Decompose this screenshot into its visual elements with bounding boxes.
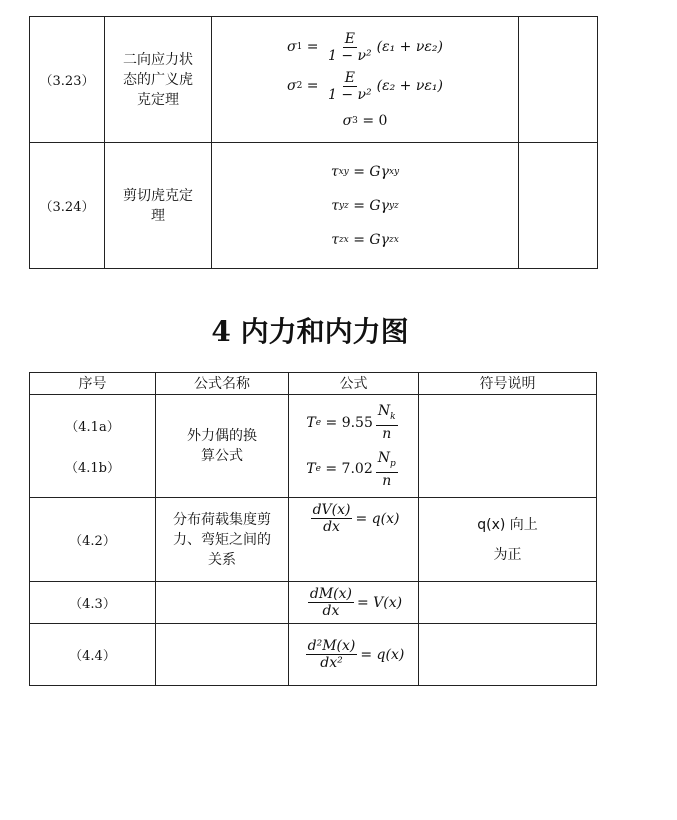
table-row: [30, 395, 597, 498]
note-cell: [419, 624, 597, 686]
formula-number: （4.4）: [30, 624, 156, 686]
formula-sigma2: σ 2 = $\frac{E}{\text{1 − ν²}}$ (ε₂ + νε₁): [287, 69, 443, 103]
header-notes: 符号说明: [419, 373, 597, 395]
internal-force-table: [29, 372, 597, 686]
formula-tau-zx: τ zx = Gγ zx: [331, 231, 399, 248]
note-cell: [519, 143, 598, 269]
note-cell: [419, 498, 597, 582]
formula-tau-xy: τ xy = Gγ xy: [330, 163, 400, 180]
formula-name: [156, 624, 289, 686]
formula-table-continued: [29, 16, 598, 269]
formula-torque-kw: T e = 9.55 $\frac{N_k}{n}$: [306, 403, 396, 442]
note-line: q(x) 向上: [477, 516, 538, 533]
note-cell: [519, 17, 598, 143]
formula-number: （3.23）: [30, 17, 105, 143]
section-title: 4 内力和内力图: [211, 315, 409, 348]
formula-cell: [289, 395, 419, 498]
formula-cell: [212, 17, 519, 143]
table-row: [30, 582, 597, 624]
table-row: [30, 498, 597, 582]
header-formula: 公式: [289, 373, 419, 395]
formula-number: （4.3）: [30, 582, 156, 624]
formula-name: 分布荷载集度剪力、弯矩之间的关系: [156, 498, 289, 582]
formula-cell: [289, 582, 419, 624]
table-row: [30, 17, 598, 143]
formula-shear-load: $\frac{dV(x)}{dx}$ = q(x): [312, 502, 400, 535]
table-row: [30, 624, 597, 686]
formula-cell: [212, 143, 519, 269]
formula-sigma3: σ 3 = 0: [342, 112, 388, 129]
formula-name: 剪切虎克定理: [105, 143, 212, 269]
header-name: 公式名称: [156, 373, 289, 395]
formula-number: （4.1a） （4.1b）: [30, 395, 156, 498]
header-number: 序号: [30, 373, 156, 395]
formula-name: [156, 582, 289, 624]
note-cell: [419, 582, 597, 624]
table-header-row: [30, 373, 597, 395]
formula-number: （4.2）: [30, 498, 156, 582]
table-row: [30, 143, 598, 269]
note-cell: [419, 395, 597, 498]
formula-number: （3.24）: [30, 143, 105, 269]
formula-tau-yz: τ yz = Gγ yz: [331, 197, 399, 214]
formula-moment-shear: $\frac{dM(x)}{dx}$ = V(x): [309, 586, 403, 619]
formula-moment-load: $\frac{\text{d²M(x)}}{\text{dx²}}$ = q(x): [307, 638, 405, 671]
formula-name: 二向应力状态的广义虎克定理: [105, 17, 212, 143]
formula-sigma1: σ 1 = $\frac{E}{\text{1 − ν²}}$ (ε₁ + νε₂): [287, 30, 443, 64]
formula-cell: [289, 498, 419, 582]
formula-torque-hp: T e = 7.02 $\frac{N_p}{n}$: [306, 450, 396, 489]
formula-name: 外力偶的换算公式: [156, 395, 289, 498]
note-line: 为正: [493, 546, 522, 563]
formula-cell: [289, 624, 419, 686]
